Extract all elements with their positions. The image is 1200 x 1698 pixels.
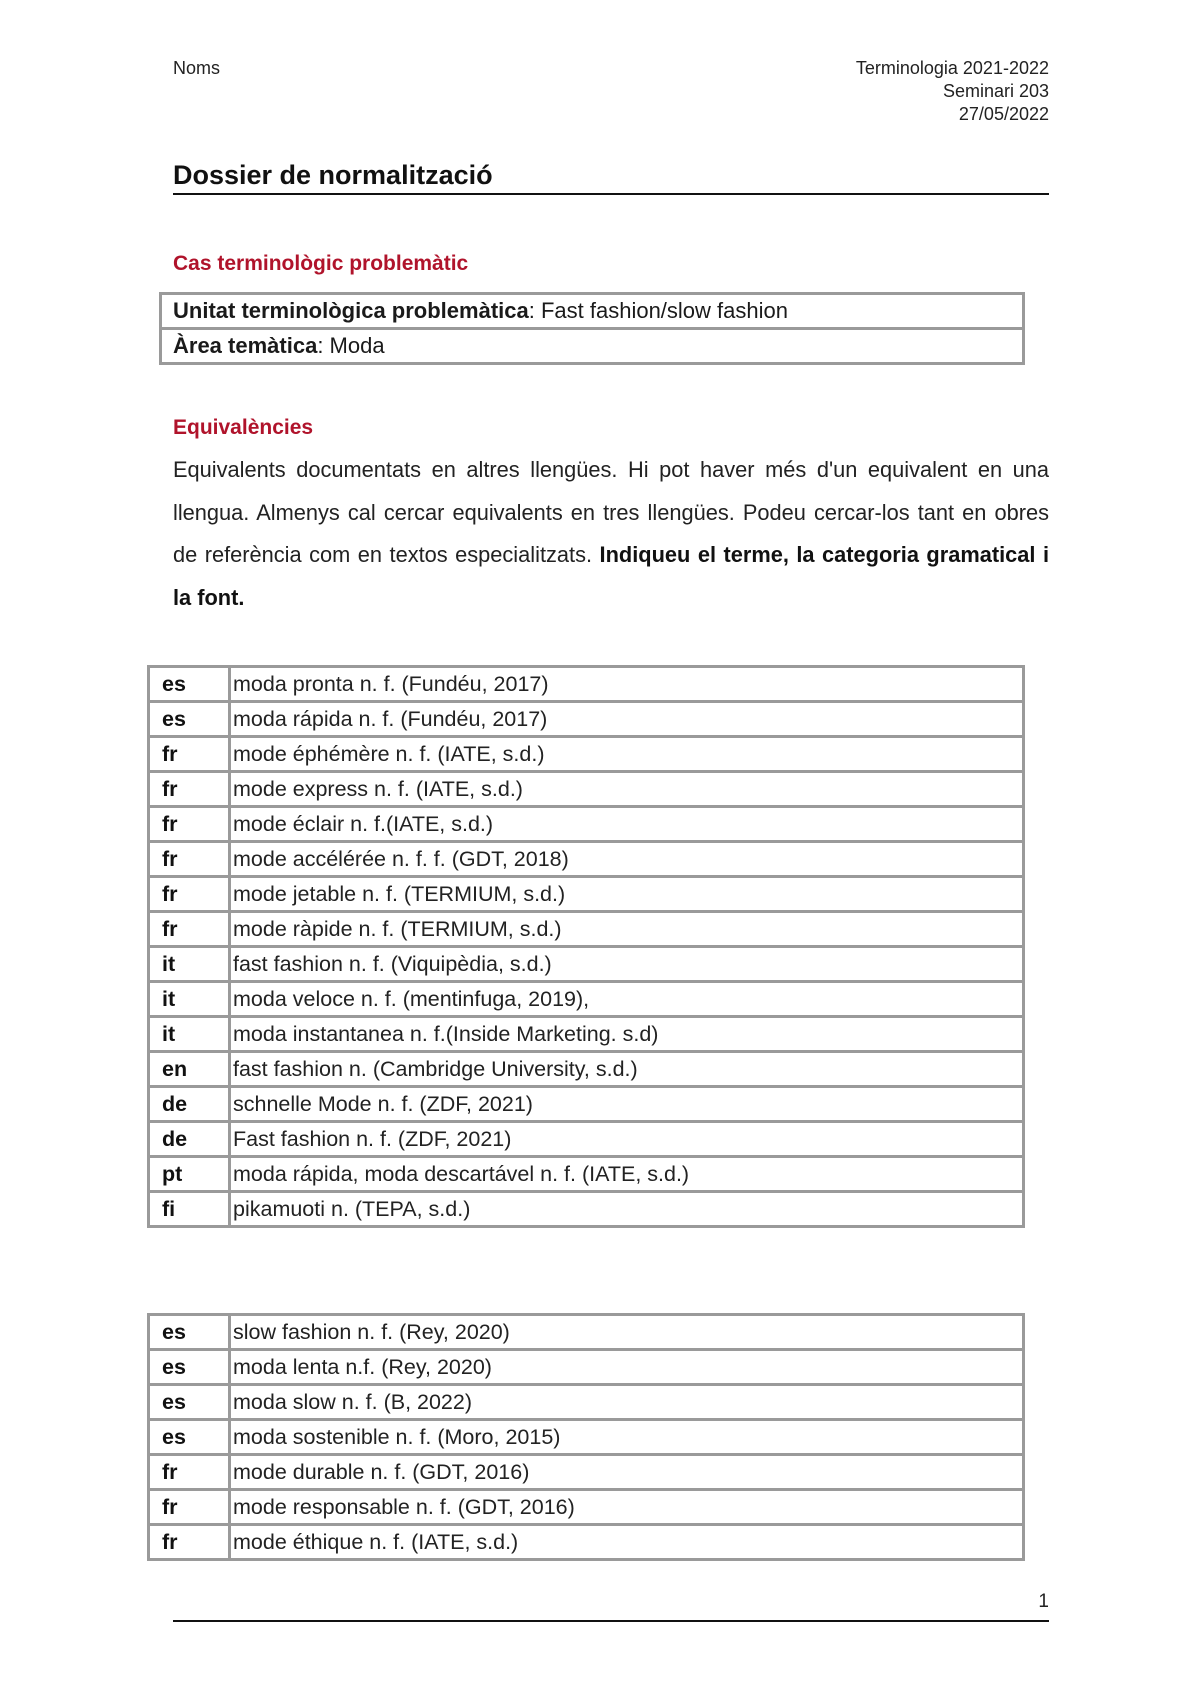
term-entry: mode éphémère n. f. (IATE, s.d.) <box>230 737 1024 772</box>
unit-value: : Fast fashion/slow fashion <box>528 298 788 323</box>
table-row <box>149 1052 1024 1087</box>
term-entry: mode express n. f. (IATE, s.d.) <box>230 772 1024 807</box>
term-entry: moda instantanea n. f.(Inside Marketing. s.d) <box>230 1017 1024 1052</box>
table-row <box>161 294 1024 329</box>
area-cell <box>161 329 1024 364</box>
footer-rule <box>173 1620 1049 1622</box>
table-row <box>149 1315 1024 1350</box>
date-label: 27/05/2022 <box>958 104 1049 124</box>
language-code: de <box>149 1122 230 1157</box>
table-row <box>149 807 1024 842</box>
term-entry: mode responsable n. f. (GDT, 2016) <box>230 1490 1024 1525</box>
language-code: fr <box>149 1490 230 1525</box>
table-row <box>149 1122 1024 1157</box>
table-row <box>149 772 1024 807</box>
area-label: Àrea temàtica <box>173 333 318 358</box>
table-row <box>161 329 1024 364</box>
table-row <box>149 1017 1024 1052</box>
term-entry: Fast fashion n. f. (ZDF, 2021) <box>230 1122 1024 1157</box>
document-title: Dossier de normalització <box>173 157 1049 195</box>
term-entry: moda lenta n.f. (Rey, 2020) <box>230 1350 1024 1385</box>
table-row <box>149 1350 1024 1385</box>
course-label: Terminologia 2021-2022 <box>855 58 1049 78</box>
language-code: es <box>149 702 230 737</box>
language-code: it <box>149 982 230 1017</box>
table-row <box>149 877 1024 912</box>
page-header-right <box>856 57 1049 126</box>
term-entry: schnelle Mode n. f. (ZDF, 2021) <box>230 1087 1024 1122</box>
term-entry: moda rápida, moda descartável n. f. (IATE, s.d.) <box>230 1157 1024 1192</box>
table-row <box>149 1420 1024 1455</box>
table-row <box>149 1192 1024 1227</box>
paragraph-bold-text: Indiqueu el terme, la categoria gramatical i la font. <box>173 542 1049 610</box>
table-row <box>149 1385 1024 1420</box>
table-row <box>149 702 1024 737</box>
language-code: fr <box>149 1525 230 1560</box>
language-code: fr <box>149 842 230 877</box>
seminar-label: Seminari 203 <box>942 81 1049 101</box>
page-number: 1 <box>1038 1591 1049 1612</box>
language-code: es <box>149 1315 230 1350</box>
term-entry: moda veloce n. f. (mentinfuga, 2019), <box>230 982 1024 1017</box>
language-code: fr <box>149 807 230 842</box>
table-row <box>149 947 1024 982</box>
term-entry: mode jetable n. f. (TERMIUM, s.d.) <box>230 877 1024 912</box>
page-header-left: Noms <box>173 58 221 78</box>
term-entry: pikamuoti n. (TEPA, s.d.) <box>230 1192 1024 1227</box>
term-entry: fast fashion n. (Cambridge University, s.d.) <box>230 1052 1024 1087</box>
slow-fashion-equivalents-table <box>147 1313 1025 1561</box>
term-entry: moda sostenible n. f. (Moro, 2015) <box>230 1420 1024 1455</box>
case-section-heading: Cas terminològic problemàtic <box>173 252 469 275</box>
unit-label: Unitat terminològica problemàtica <box>173 298 529 323</box>
language-code: fr <box>149 772 230 807</box>
language-code: es <box>149 1385 230 1420</box>
table-row <box>149 842 1024 877</box>
language-code: es <box>149 667 230 702</box>
table-row <box>149 1490 1024 1525</box>
paragraph-text: Equivalents documentats en altres llengües. Hi pot haver més d'un equivalent en una llengua. Almenys cal cercar equivalents en tres llengües. Podeu cercar-los tant en obres de referència com en textos especialitzats. <box>173 457 1049 567</box>
table-row <box>149 982 1024 1017</box>
term-entry: mode éthique n. f. (IATE, s.d.) <box>230 1525 1024 1560</box>
language-code: de <box>149 1087 230 1122</box>
area-value: : Moda <box>317 333 385 358</box>
table-row <box>149 1455 1024 1490</box>
table-row <box>149 1157 1024 1192</box>
language-code: en <box>149 1052 230 1087</box>
language-code: fr <box>149 912 230 947</box>
table-row <box>149 667 1024 702</box>
term-entry: fast fashion n. f. (Viquipèdia, s.d.) <box>230 947 1024 982</box>
term-entry: moda rápida n. f. (Fundéu, 2017) <box>230 702 1024 737</box>
language-code: fr <box>149 737 230 772</box>
term-entry: mode durable n. f. (GDT, 2016) <box>230 1455 1024 1490</box>
fast-fashion-equivalents-table <box>147 665 1025 1228</box>
table-row <box>149 737 1024 772</box>
term-entry: mode ràpide n. f. (TERMIUM, s.d.) <box>230 912 1024 947</box>
unit-cell <box>161 294 1024 329</box>
language-code: pt <box>149 1157 230 1192</box>
language-code: it <box>149 1017 230 1052</box>
language-code: it <box>149 947 230 982</box>
language-code: fr <box>149 877 230 912</box>
table-row <box>149 1087 1024 1122</box>
language-code: fi <box>149 1192 230 1227</box>
equivalences-heading: Equivalències <box>173 416 314 439</box>
term-entry: mode éclair n. f.(IATE, s.d.) <box>230 807 1024 842</box>
language-code: es <box>149 1420 230 1455</box>
table-row <box>149 1525 1024 1560</box>
term-entry: moda slow n. f. (B, 2022) <box>230 1385 1024 1420</box>
language-code: fr <box>149 1455 230 1490</box>
term-entry: moda pronta n. f. (Fundéu, 2017) <box>230 667 1024 702</box>
term-entry: slow fashion n. f. (Rey, 2020) <box>230 1315 1024 1350</box>
table-row <box>149 912 1024 947</box>
case-info-table <box>159 292 1025 365</box>
language-code: es <box>149 1350 230 1385</box>
term-entry: mode accélérée n. f. f. (GDT, 2018) <box>230 842 1024 877</box>
equivalences-paragraph <box>173 449 1049 619</box>
